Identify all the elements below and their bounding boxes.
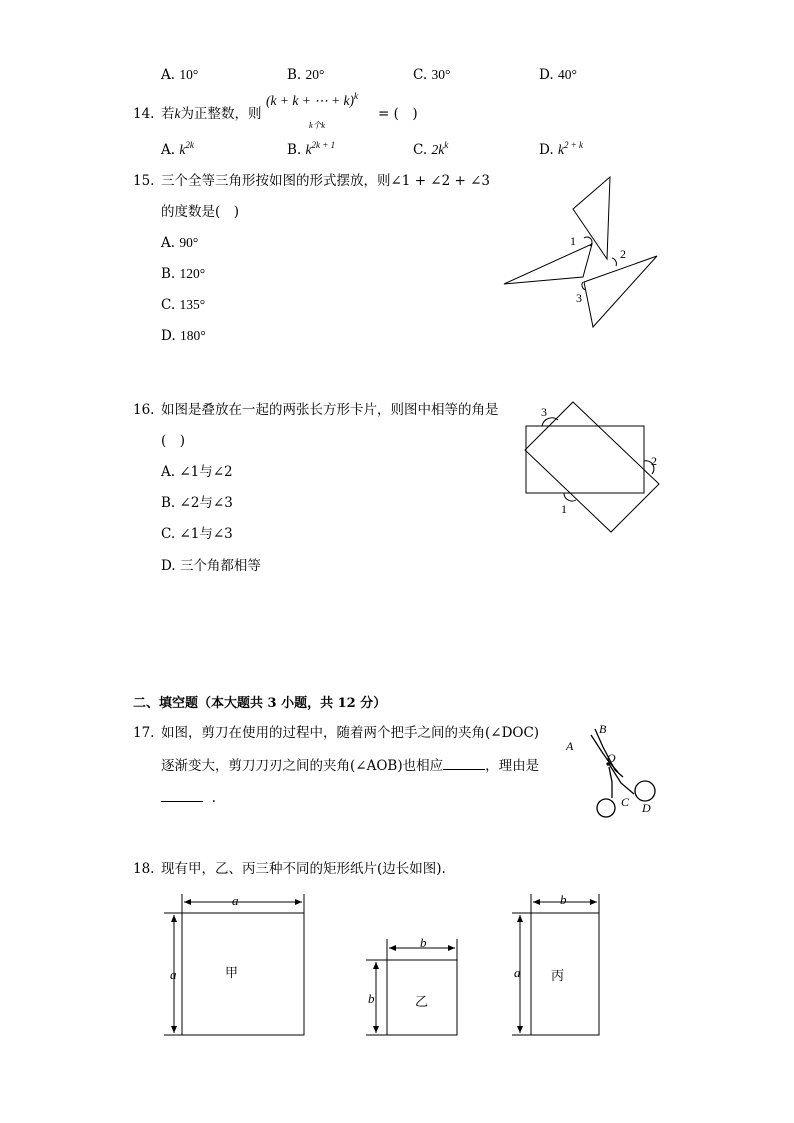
q18-bing-side-label: a (514, 965, 521, 980)
q14-equals-blank: = ( ) (378, 106, 418, 122)
q17-handle-od (609, 764, 634, 794)
section-fill-in-title: 二、填空题（本大题共 3 小题，共 12 分） (133, 696, 387, 711)
q16-rectangle-tilted (525, 402, 659, 532)
q15-stem-line2: 的度数是( ) (161, 204, 240, 220)
q18-bing-name: 丙 (551, 968, 565, 983)
q15-number: 15. (133, 173, 155, 189)
q15-option-d[interactable]: D. 180° (161, 328, 206, 344)
q13-option-d[interactable]: D. 40° (539, 67, 577, 83)
q18-jia-side-label: a (170, 967, 177, 982)
q13-option-a[interactable]: A. 10° (161, 67, 199, 83)
q14-option-b[interactable]: B. $k^{2k + 1}$ (287, 140, 336, 158)
q17-label-a: A (566, 739, 574, 753)
q14-underbrace-label: k个k (309, 120, 326, 130)
q18-yi-side-label: b (368, 991, 375, 1006)
q16-label-1: 1 (561, 502, 567, 516)
q17-label-d: D (642, 801, 651, 815)
q16-rectangle-horizontal (526, 426, 644, 493)
q15-angle1-arc (584, 237, 592, 246)
q14-option-c[interactable]: C. $2k^k$ (413, 140, 449, 158)
q18-yi-top-label: b (420, 935, 427, 950)
q15-option-b[interactable]: B. 120° (161, 266, 206, 282)
q16-stem-line2: ( ) (161, 433, 186, 449)
q15-label-3: 3 (576, 291, 582, 305)
q14-expression: (k + k + ⋯ + k)$^k$ (266, 91, 359, 108)
q16-stem-line1: 如图是叠放在一起的两张长方形卡片，则图中相等的角是 (161, 402, 499, 418)
q14-number: 14. (133, 106, 155, 122)
q17-label-b: B (599, 722, 607, 736)
q14-option-d[interactable]: D. $k^{2 + k}$ (539, 140, 584, 158)
q17-number: 17. (133, 725, 155, 741)
q15-angle2-arc (612, 258, 616, 266)
q16-label-2: 2 (651, 454, 657, 468)
q18-jia-top-label: a (232, 893, 239, 908)
q13-option-c[interactable]: C. 30° (413, 67, 451, 83)
q18-number: 18. (133, 861, 155, 877)
q16-option-c[interactable]: C. ∠1与∠3 (161, 526, 233, 542)
q18-card-jia (182, 913, 304, 1035)
q15-label-2: 2 (620, 247, 626, 261)
q16-rectangles-figure (520, 398, 666, 538)
q17-handle-ring-d (635, 781, 655, 801)
q15-option-c[interactable]: C. 135° (161, 297, 206, 313)
q16-option-a[interactable]: A. ∠1与∠2 (161, 464, 233, 480)
q17-label-o: O (607, 751, 616, 765)
q17-handle-ring-c (597, 799, 615, 817)
q15-label-1: 1 (570, 234, 576, 248)
q18-card-bing (531, 913, 599, 1035)
q14-option-a[interactable]: A. $k^{2k}$ (161, 140, 194, 158)
q17-label-c: C (621, 795, 630, 809)
q15-triangles-figure (500, 174, 664, 334)
q17-answer-blank-2[interactable] (161, 787, 203, 802)
q17-scissors-figure (562, 720, 666, 824)
q18-stem: 现有甲，乙、丙三种不同的矩形纸片(边长如图). (161, 861, 446, 877)
q17-stem-line1: 如图，剪刀在使用的过程中，随着两个把手之间的夹角(∠DOC) (161, 725, 540, 741)
q16-option-b[interactable]: B. ∠2与∠3 (161, 495, 233, 511)
q16-option-d[interactable]: D. 三个角都相等 (161, 558, 261, 574)
q17-stem-line2: 逐渐变大，剪刀刀刃之间的夹角(∠AOB)也相应 ，理由是 (161, 755, 539, 775)
q17-stem-line3: . (161, 787, 216, 807)
q18-cards-figure (150, 886, 620, 1046)
q18-yi-name: 乙 (415, 994, 429, 1009)
q15-option-a[interactable]: A. 90° (161, 235, 199, 251)
q18-jia-name: 甲 (225, 965, 239, 980)
q13-option-b[interactable]: B. 20° (287, 67, 325, 83)
q17-answer-blank-1[interactable] (443, 755, 485, 770)
q15-stem-line1: 三个全等三角形按如图的形式摆放，则∠1 + ∠2 + ∠3 (161, 173, 490, 189)
q18-bing-top-label: b (560, 892, 567, 907)
q15-triangle-left (504, 244, 592, 284)
q17-handle-oc (609, 767, 612, 798)
q14-stem: 若k为正整数，则 (161, 106, 262, 122)
q16-label-3: 3 (541, 405, 547, 419)
q15-triangle-right (584, 256, 657, 327)
q16-number: 16. (133, 402, 155, 418)
